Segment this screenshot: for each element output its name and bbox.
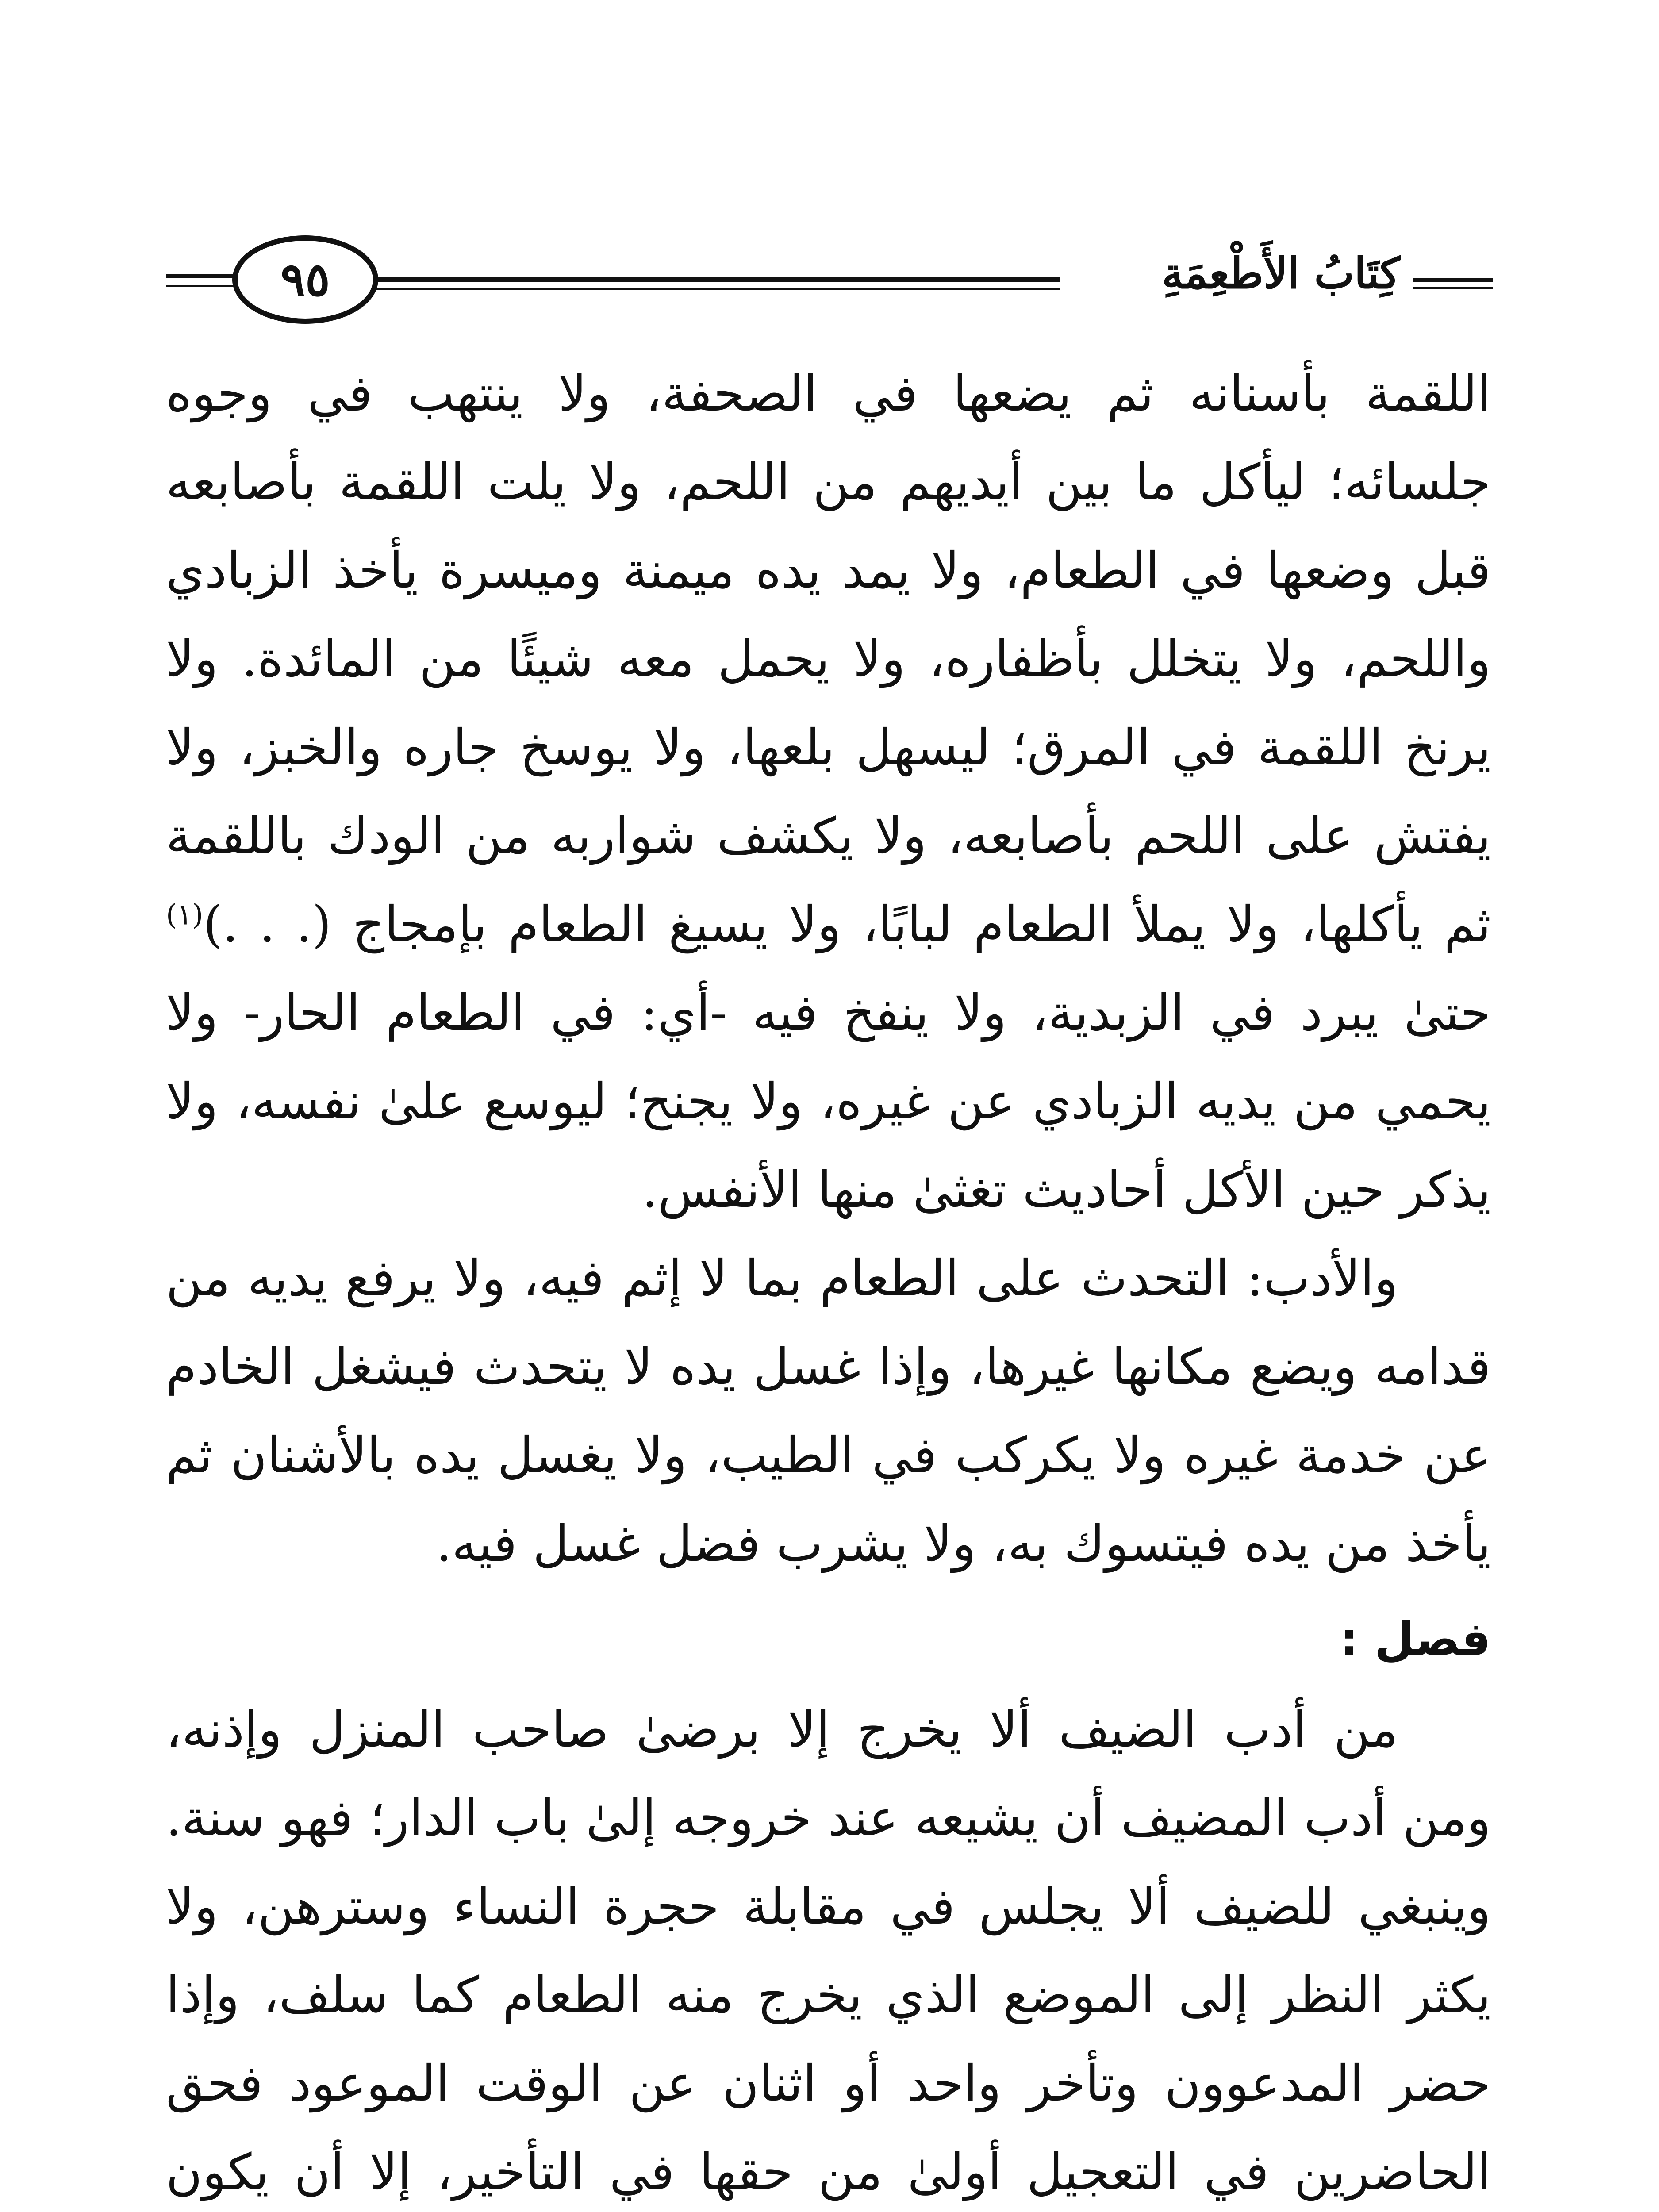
header-rule-middle-thin	[307, 288, 1060, 290]
paragraph-1-text-a: اللقمة بأسنانه ثم يضعها في الصحفة، ولا ينتهب في وجوه جلسائه؛ ليأكل ما بين أيديهم من اللحم، ولا يلت اللقمة بأصابعه قبل وضعها في الطعام، ولا يمد يده ميمنة وميسرة يأخذ الزبادي واللحم، ولا يتخلل بأظفاره، ولا يحمل معه شيئًا من المائدة. ولا يرنخ اللقمة في المرق؛ ليسهل بلعها، ولا يوسخ جاره والخبز، ولا يفتش على اللحم بأصابعه، ولا يكشف شواربه من الودك باللقمة ثم يأكلها، ولا يملأ الطعام لبابًا، ولا يسيغ الطعام بإمجاج (. . .)	[166, 365, 1491, 953]
header-rule-middle	[307, 277, 1060, 282]
paragraph-3: من أدب الضيف ألا يخرج إلا برضىٰ صاحب المنزل وإذنه، ومن أدب المضيف أن يشيعه عند خروجه إلىٰ باب الدار؛ فهو سنة. وينبغي للضيف ألا يجلس في مقابلة حجرة النساء وسترهن، ولا يكثر النظر إلى الموضع الذي يخرج منه الطعام كما سلف، وإذا حضر المدعوون وتأخر واحد أو اثنان عن الوقت الموعود فحق الحاضرين في التعجيل أولىٰ من حقها في التأخير، إلا أن يكون	[166, 1701, 1491, 2201]
header-rule-right	[1413, 278, 1493, 282]
footnote-marker: (١)	[166, 899, 204, 932]
page-number-badge	[232, 235, 378, 324]
book-title: كِتَابُ الأَطْعِمَةِ	[1162, 248, 1400, 298]
page-number: ٩٥	[280, 252, 330, 307]
paragraph-1	[166, 349, 1491, 1234]
page-body	[166, 349, 1491, 2212]
section-heading: فصل :	[1340, 1612, 1491, 1666]
header-rule-right-thin	[1413, 287, 1493, 289]
page-header	[166, 230, 1493, 332]
paragraph-1-text-b: حتىٰ يبرد في الزبدية، ولا ينفخ فيه -أي: في الطعام الحار- ولا يحمي من يديه الزبادي عن غيره، ولا يجنح؛ ليوسع علىٰ نفسه، ولا يذكر حين الأكل أحاديث تغثىٰ منها الأنفس.	[166, 984, 1491, 1219]
paragraph-2: والأدب: التحدث على الطعام بما لا إثم فيه، ولا يرفع يديه من قدامه ويضع مكانها غيرها، وإذا غسل يده لا يتحدث فيشغل الخادم عن خدمة غيره ولا يكركب في الطيب، ولا يغسل يده بالأشنان ثم يأخذ من يده فيتسوك به، ولا يشرب فضل غسل فيه.	[166, 1250, 1491, 1573]
